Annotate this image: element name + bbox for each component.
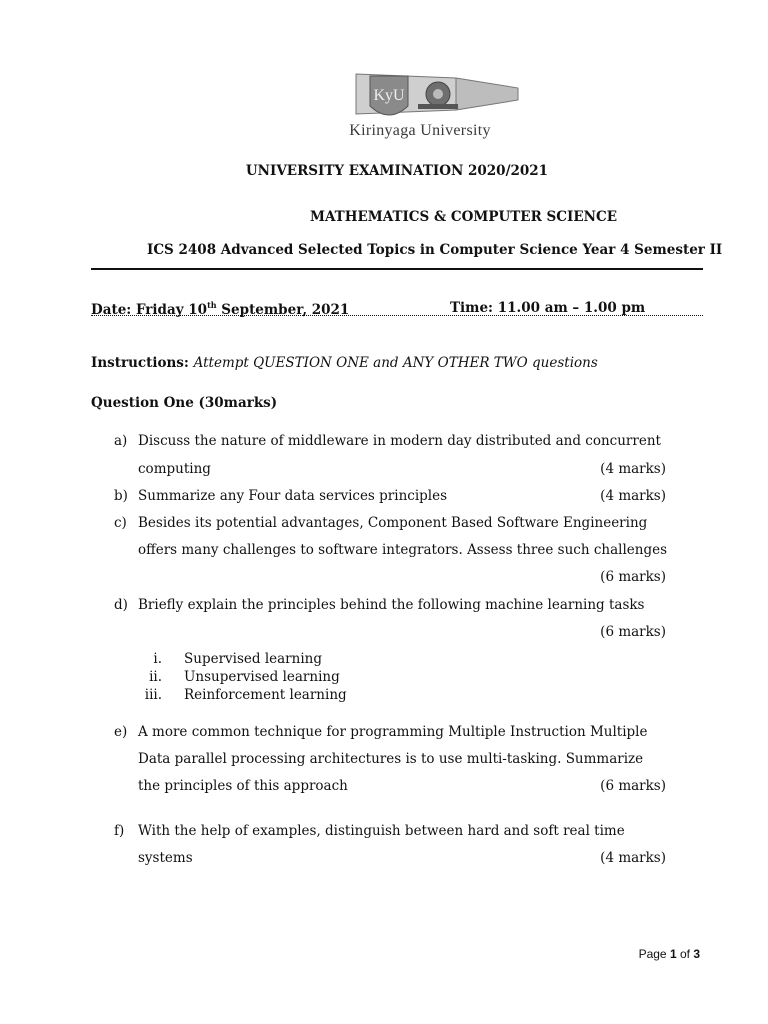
question-label: f) [114, 823, 125, 839]
question-marks: (6 marks) [600, 569, 666, 585]
sub-item-text: Reinforcement learning [184, 687, 347, 703]
university-name: Kirinyaga University [349, 122, 491, 139]
question-label: b) [114, 488, 128, 504]
sub-item-number: ii. [149, 669, 162, 685]
question-text: Besides its potential advantages, Component Based Software Engineering [138, 515, 648, 531]
question-text: systems [138, 850, 193, 866]
question-marks: (6 marks) [600, 778, 666, 794]
sub-item-number: iii. [144, 687, 162, 703]
schedule-divider [91, 315, 703, 316]
exam-title: UNIVERSITY EXAMINATION 2020/2021 [245, 163, 549, 179]
question-text: Discuss the nature of middleware in modern day distributed and concurrent [138, 433, 661, 449]
question-text: With the help of examples, distinguish between hard and soft real time [138, 823, 625, 839]
instructions-label: Instructions: [91, 355, 194, 371]
question-marks: (6 marks) [600, 624, 666, 640]
page-number: Page 1 of 3 [638, 947, 700, 961]
question-heading: Question One (30marks) [91, 395, 278, 411]
question-label: e) [114, 724, 128, 740]
question-label: d) [114, 597, 128, 613]
question-text: Summarize any Four data services principles [138, 488, 448, 504]
exam-time: Time: 11.00 am – 1.00 pm [450, 300, 646, 316]
question-marks: (4 marks) [600, 461, 666, 477]
department-title: MATHEMATICS & COMPUTER SCIENCE [310, 209, 617, 225]
sub-item-text: Supervised learning [184, 651, 322, 667]
header-divider [91, 268, 703, 270]
course-title: ICS 2408 Advanced Selected Topics in Computer Science Year 4 Semester II [147, 242, 723, 258]
instructions [91, 355, 598, 371]
question-marks: (4 marks) [600, 850, 666, 866]
instructions-text: Attempt QUESTION ONE and ANY OTHER TWO questions [193, 355, 598, 371]
question-text: the principles of this approach [138, 778, 348, 794]
question-text: offers many challenges to software integrators. Assess three such challenges [138, 542, 667, 558]
exam-date: Date: Friday 10th September, 2021 [91, 300, 350, 318]
question-text: A more common technique for programming Multiple Instruction Multiple [138, 724, 648, 740]
question-label: a) [114, 433, 128, 449]
question-text: computing [138, 461, 211, 477]
svg-text:KyU: KyU [373, 87, 405, 104]
question-text: Data parallel processing architectures is to use multi-tasking. Summarize [138, 751, 644, 767]
sub-item-text: Unsupervised learning [184, 669, 340, 685]
question-label: c) [114, 515, 127, 531]
sub-item-number: i. [153, 651, 162, 667]
question-text: Briefly explain the principles behind the following machine learning tasks [138, 597, 645, 613]
question-marks: (4 marks) [600, 488, 666, 504]
